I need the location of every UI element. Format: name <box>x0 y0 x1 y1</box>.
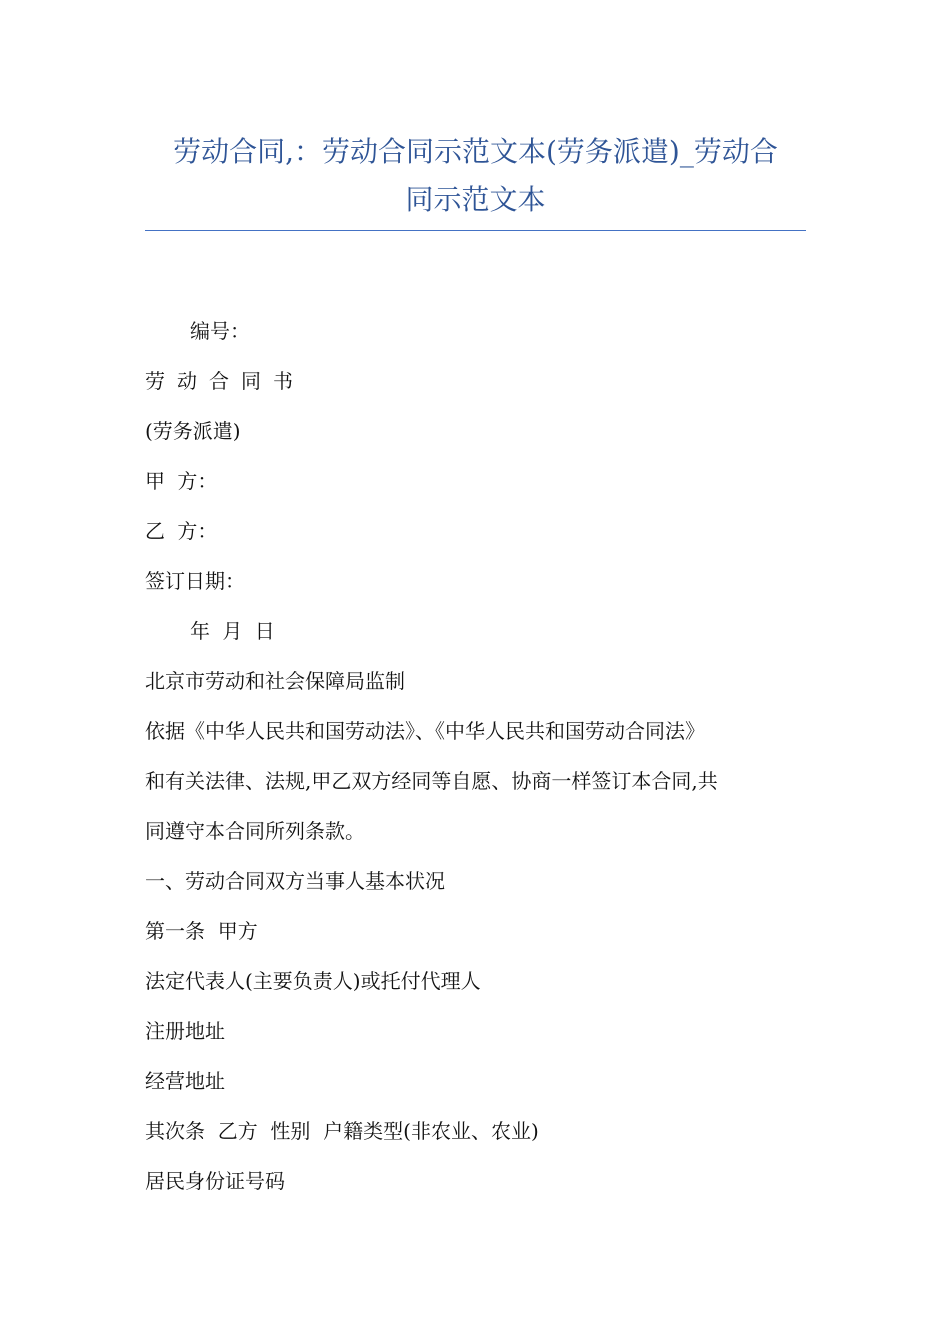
contract-heading: 劳动合同书 <box>145 369 305 393</box>
title-underline <box>145 230 806 231</box>
id-number-line: 居民身份证号码 <box>145 1169 285 1193</box>
contract-number-label: 编号： <box>190 319 250 343</box>
signing-date-label: 签订日期： <box>145 569 245 593</box>
preamble-line-2: 和有关法律、法规,甲乙双方经同等自愿、协商一样签订本合同,共 <box>145 769 718 793</box>
registered-address-line: 注册地址 <box>145 1019 225 1043</box>
article-2: 其次条 乙方 性别 户籍类型(非农业、农业) <box>145 1119 539 1143</box>
date-placeholder: 年 月 日 <box>190 619 275 643</box>
party-b-label: 乙 方： <box>145 519 218 543</box>
article-1: 第一条 甲方 <box>145 919 258 943</box>
contract-subheading: (劳务派遣) <box>145 419 241 443</box>
party-a-label: 甲 方： <box>145 469 218 493</box>
business-address-line: 经营地址 <box>145 1069 225 1093</box>
document-title <box>145 128 806 224</box>
title-line-2: 同示范文本 <box>405 183 546 216</box>
supervisor-line: 北京市劳动和社会保障局监制 <box>145 669 405 693</box>
title-line-1: 劳动合同,：劳动合同示范文本(劳务派遣)_劳动合 <box>173 135 778 168</box>
preamble-line-3: 同遵守本合同所列条款。 <box>145 819 365 843</box>
document-body <box>145 306 806 1206</box>
section-heading-1: 一、劳动合同双方当事人基本状况 <box>145 869 445 893</box>
legal-representative-line: 法定代表人(主要负责人)或托付代理人 <box>145 969 481 993</box>
preamble-line-1: 依据《中华人民共和国劳动法》、《中华人民共和国劳动合同法》 <box>145 719 705 743</box>
